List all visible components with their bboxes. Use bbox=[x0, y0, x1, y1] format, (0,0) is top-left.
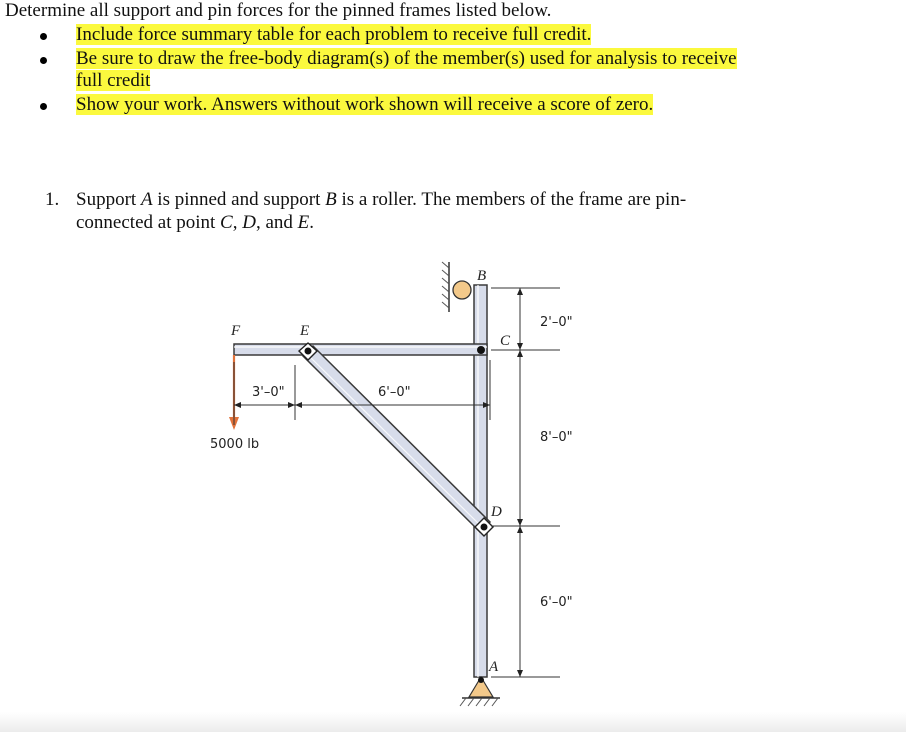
point-c-ref: C bbox=[220, 212, 233, 233]
problem-text-part: Support bbox=[76, 189, 141, 210]
requirement-text: Be sure to draw the free-body diagram(s) of the member(s) used for analysis to receive bbox=[76, 48, 737, 69]
label-f: F bbox=[231, 323, 241, 339]
support-b-ref: B bbox=[325, 189, 337, 210]
problem-number: 1. bbox=[45, 189, 60, 210]
intro-text: Determine all support and pin forces for the pinned frames listed below. bbox=[5, 0, 552, 21]
horizontal-member-fc bbox=[234, 344, 487, 355]
problem-text-part: is a roller. The members of the frame are pin- bbox=[336, 189, 687, 210]
requirement-text-continued: full credit bbox=[76, 70, 151, 91]
pin-c bbox=[477, 346, 485, 354]
dim-3ft: 3'–0" bbox=[252, 385, 285, 400]
dim-6ft-right: 6'–0" bbox=[540, 595, 573, 610]
problem-text-part: , bbox=[232, 212, 243, 233]
problem-text-part: connected at point bbox=[76, 212, 221, 233]
dim-6ft-horizontal: 6'–0" bbox=[378, 385, 411, 400]
requirement-text: Include force summary table for each problem to receive full credit. bbox=[76, 24, 592, 45]
roller-support-b bbox=[442, 262, 471, 312]
support-a-ref: A bbox=[140, 189, 153, 210]
page-bottom-shade bbox=[0, 712, 906, 732]
label-c: C bbox=[500, 333, 511, 349]
dim-8ft: 8'–0" bbox=[540, 430, 573, 445]
label-d: D bbox=[491, 504, 502, 520]
point-e-ref: E bbox=[297, 212, 310, 233]
point-d-ref: D bbox=[242, 212, 256, 233]
dim-2ft: 2'–0" bbox=[540, 315, 573, 330]
diagonal-member-ed bbox=[303, 346, 490, 532]
load-label: 5000 lb bbox=[210, 437, 260, 452]
requirement-text: Show your work. Answers without work shown will receive a score of zero. bbox=[76, 94, 654, 115]
problem-text-part: . bbox=[309, 212, 314, 233]
problem-text-part: , and bbox=[255, 212, 298, 233]
label-e: E bbox=[300, 323, 310, 339]
label-a: A bbox=[489, 659, 499, 675]
problem-text-part: is pinned and support bbox=[152, 189, 326, 210]
pin-support-a bbox=[460, 677, 500, 706]
label-b: B bbox=[477, 268, 487, 284]
